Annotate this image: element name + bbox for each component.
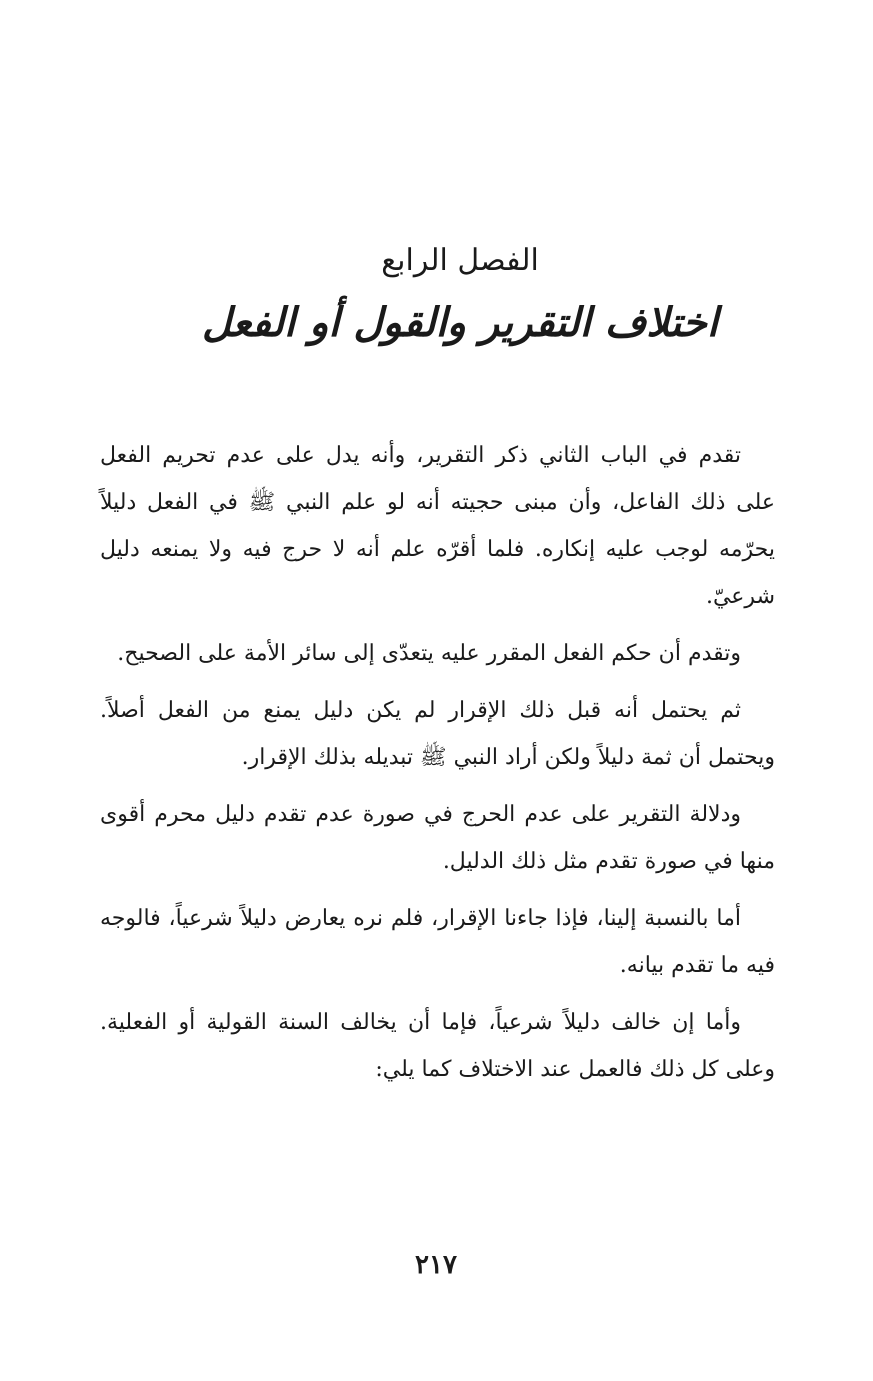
chapter-label: الفصل الرابع: [381, 243, 539, 278]
page-number: ٢١٧: [415, 1250, 457, 1280]
chapter-header: [200, 238, 720, 358]
paragraph-1: تقدم في الباب الثاني ذكر التقرير، وأنه يدل على عدم تحريم الفعل على ذلك الفاعل، وأن مبنى حجيته أنه لو علم النبي ﷺ في الفعل دليلاً يحرّمه لوجب عليه إنكاره. فلما أقرّه علم أنه لا حرج فيه ولا يمنعه دليل شرعيّ.: [100, 443, 775, 609]
body-text: [100, 432, 775, 1103]
paragraph-4: ودلالة التقرير على عدم الحرج في صورة عدم تقدم دليل محرم أقوى منها في صورة تقدم مثل ذلك الدليل.: [100, 802, 775, 874]
paragraph-3: ثم يحتمل أنه قبل ذلك الإقرار لم يكن دليل يمنع من الفعل أصلاً. ويحتمل أن ثمة دليلاً ولكن أراد النبي ﷺ تبديله بذلك الإقرار.: [100, 698, 775, 770]
paragraph-6: وأما إن خالف دليلاً شرعياً، فإما أن يخالف السنة القولية أو الفعلية. وعلى كل ذلك فالعمل عند الاختلاف كما يلي:: [100, 1010, 775, 1082]
chapter-title: اختلاف التقرير والقول أو الفعل: [202, 299, 718, 346]
paragraph-2: وتقدم أن حكم الفعل المقرر عليه يتعدّى إلى سائر الأمة على الصحيح.: [117, 641, 741, 666]
paragraph-5: أما بالنسبة إلينا، فإذا جاءنا الإقرار، فلم نره يعارض دليلاً شرعياً، فالوجه فيه ما تقدم بيانه.: [100, 906, 775, 978]
